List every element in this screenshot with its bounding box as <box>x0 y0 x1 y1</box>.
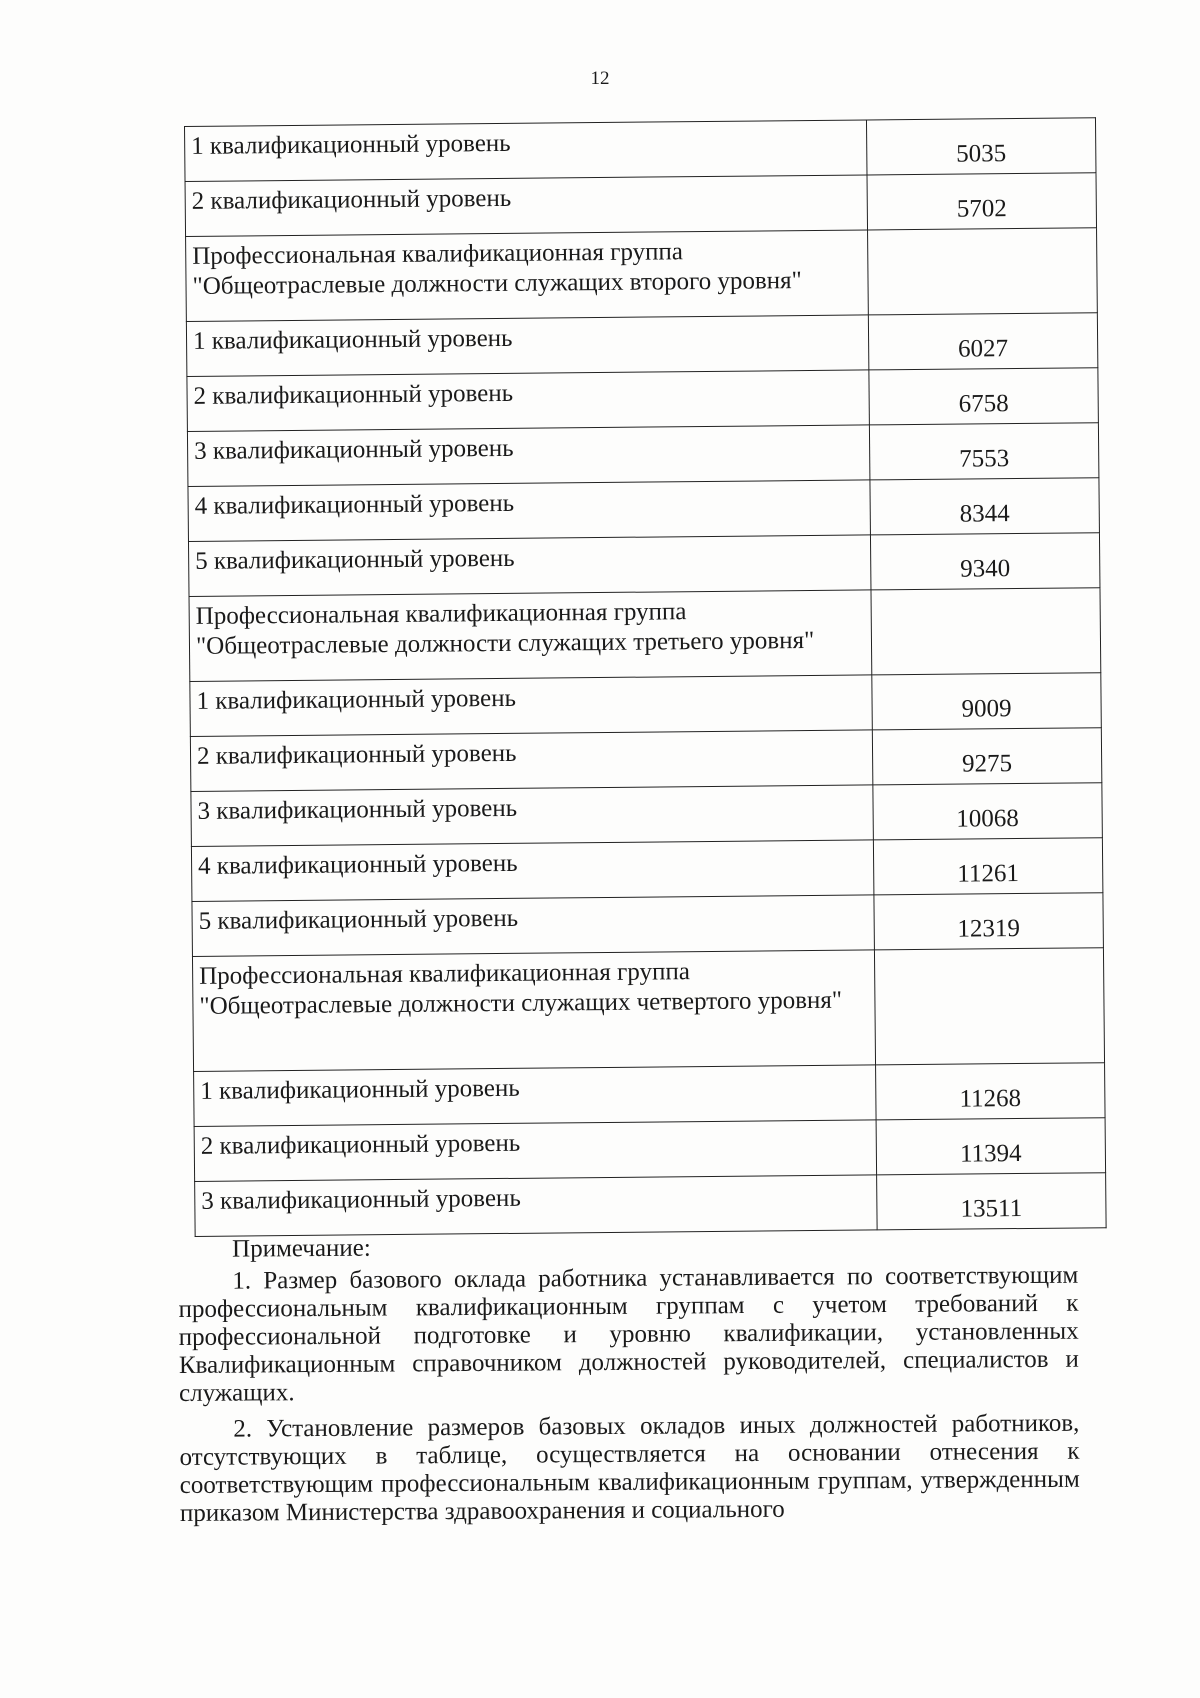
table-row <box>191 783 1102 847</box>
qualification-group-cell: Профессиональная квалификационная группа "Общеотраслевые должности служащих третьего уровня" <box>189 590 872 682</box>
table-row <box>185 118 1096 182</box>
base-salary-cell: 5035 <box>866 118 1096 175</box>
salary-table <box>184 117 1107 1237</box>
base-salary-cell: 6758 <box>869 368 1099 425</box>
table-group-row <box>186 228 1098 322</box>
base-salary-cell <box>871 588 1101 675</box>
table-row <box>187 368 1098 432</box>
table-row <box>190 728 1101 792</box>
base-salary-cell <box>874 948 1104 1065</box>
notes-title: Примечание: <box>231 1234 371 1263</box>
table-row <box>188 478 1099 542</box>
base-salary-cell: 8344 <box>870 478 1100 535</box>
qualification-level-cell: 2 квалификационный уровень <box>187 370 869 432</box>
qualification-level-cell: 1 квалификационный уровень <box>190 675 872 737</box>
qualification-level-cell: 1 квалификационный уровень <box>186 315 868 377</box>
qualification-level-cell: 4 квалификационный уровень <box>191 840 873 902</box>
qualification-level-cell: 3 квалификационный уровень <box>191 785 873 847</box>
qualification-group-cell: Профессиональная квалификационная группа "Общеотраслевые должности служащих второго уровня" <box>186 230 869 322</box>
table-group-row <box>192 948 1104 1072</box>
table-row <box>194 1118 1105 1182</box>
qualification-level-cell: 1 квалификационный уровень <box>194 1065 876 1127</box>
table-row <box>192 893 1103 957</box>
qualification-level-cell: 3 квалификационный уровень <box>195 1175 877 1237</box>
qualification-level-cell: 2 квалификационный уровень <box>190 730 872 792</box>
qualification-level-cell: 1 квалификационный уровень <box>185 120 867 182</box>
base-salary-cell: 12319 <box>874 893 1104 950</box>
salary-table-body <box>185 118 1107 1237</box>
notes-section <box>178 1230 1080 1536</box>
note-paragraph-2: 2. Установление размеров базовых окладов иных должностей работников, отсутствующих в таблице, осуществляется на основании отнесения к соответствующим профессиональным квалификационным группам, утвержденным приказом Министерства здравоохранения и социального <box>179 1409 1080 1527</box>
base-salary-cell: 11261 <box>873 838 1103 895</box>
base-salary-cell: 13511 <box>876 1173 1106 1230</box>
table-row <box>190 673 1101 737</box>
qualification-level-cell: 5 квалификационный уровень <box>188 535 870 597</box>
table-row <box>191 838 1102 902</box>
qualification-group-cell: Профессиональная квалификационная группа "Общеотраслевые должности служащих четвертого уровня" <box>192 950 875 1072</box>
page-number: 12 <box>590 68 610 89</box>
table-row <box>187 423 1098 487</box>
table-row <box>195 1173 1106 1237</box>
base-salary-cell: 7553 <box>869 423 1099 480</box>
base-salary-cell: 9275 <box>872 728 1102 785</box>
base-salary-cell: 9340 <box>870 533 1100 590</box>
base-salary-cell: 10068 <box>873 783 1103 840</box>
base-salary-cell: 9009 <box>872 673 1102 730</box>
base-salary-cell: 11394 <box>876 1118 1106 1175</box>
table-row <box>185 173 1096 237</box>
base-salary-cell <box>867 228 1097 315</box>
base-salary-cell: 5702 <box>867 173 1097 230</box>
qualification-level-cell: 5 квалификационный уровень <box>192 895 874 957</box>
table-group-row <box>189 588 1101 682</box>
table-row <box>188 533 1099 597</box>
base-salary-cell: 11268 <box>875 1063 1105 1120</box>
qualification-level-cell: 2 квалификационный уровень <box>194 1120 876 1182</box>
qualification-level-cell: 2 квалификационный уровень <box>185 175 867 237</box>
table-row <box>186 313 1097 377</box>
base-salary-cell: 6027 <box>868 313 1098 370</box>
qualification-level-cell: 4 квалификационный уровень <box>188 480 870 542</box>
note-paragraph-1: 1. Размер базового оклада работника устанавливается по соответствующим профессиональным квалификационным группам с учетом требований к профессиональной подготовке и уровню квалификации, установленных Квалификационным справочником должностей руководителей, специалистов и служащих. <box>178 1261 1079 1407</box>
table-row <box>194 1063 1105 1127</box>
qualification-level-cell: 3 квалификационный уровень <box>187 425 869 487</box>
